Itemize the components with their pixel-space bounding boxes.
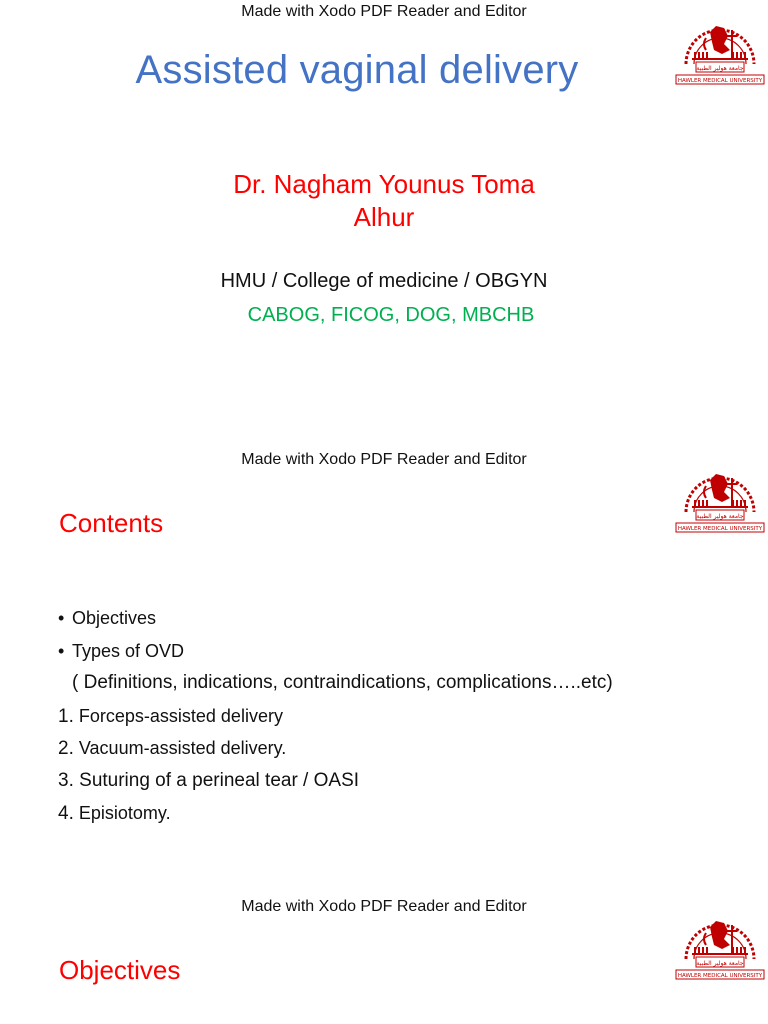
presentation-title: Assisted vaginal delivery (135, 48, 579, 92)
watermark-text: Made with Xodo PDF Reader and Editor (241, 3, 527, 20)
svg-text:HAWLER MEDICAL UNIVERSITY: HAWLER MEDICAL UNIVERSITY (677, 973, 763, 979)
university-logo (672, 909, 768, 981)
contents-list (58, 602, 613, 830)
watermark-text: Made with Xodo PDF Reader and Editor (241, 451, 527, 468)
list-item: 1. Forceps-assisted delivery (58, 705, 283, 727)
watermark-text: Made with Xodo PDF Reader and Editor (241, 898, 527, 915)
university-logo (672, 462, 768, 534)
affiliation: HMU / College of medicine / OBGYN (220, 270, 548, 292)
credentials: CABOG, FICOG, DOG, MBCHB (247, 304, 535, 326)
list-item: 2. Vacuum-assisted delivery. (58, 738, 287, 759)
contents-heading: Contents (59, 508, 164, 538)
list-item: • Types of OVD (58, 640, 185, 661)
slide-contents (0, 448, 768, 896)
list-item: 4. Episiotomy. (58, 803, 171, 824)
list-item: 3. Suturing of a perineal tear / OASI (58, 769, 360, 791)
author-line-1: Dr. Nagham Younus Toma (233, 169, 535, 199)
svg-text:HAWLER MEDICAL UNIVERSITY: HAWLER MEDICAL UNIVERSITY (677, 78, 763, 84)
author-name (0, 168, 768, 234)
list-item: • Objectives (58, 608, 157, 628)
list-item: ( Definitions, indications, contraindications, complications…..etc) (72, 672, 613, 693)
svg-text:جامعة هولير الطبية: جامعة هولير الطبية (696, 960, 744, 967)
slide-title (0, 0, 768, 448)
slide-objectives (0, 895, 768, 1024)
svg-text:جامعة هولير الطبية: جامعة هولير الطبية (696, 513, 744, 520)
objectives-heading: Objectives (59, 955, 181, 985)
author-line-2: Alhur (353, 202, 415, 232)
svg-text:HAWLER MEDICAL UNIVERSITY: HAWLER MEDICAL UNIVERSITY (677, 526, 763, 532)
svg-text:جامعة هولير الطبية: جامعة هولير الطبية (696, 65, 744, 72)
